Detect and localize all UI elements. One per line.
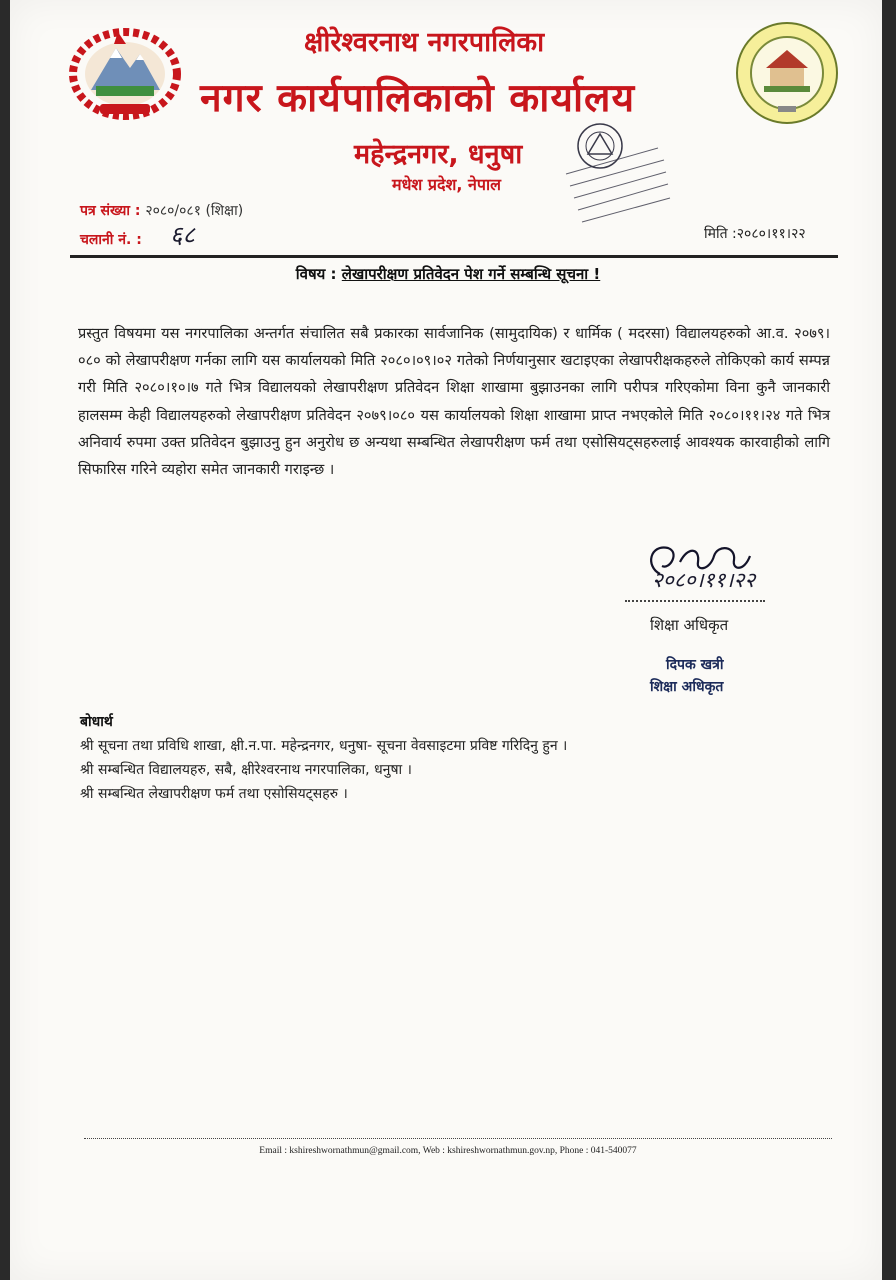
- signatory-title: शिक्षा अधिकृत: [650, 616, 729, 634]
- stamp-title: शिक्षा अधिकृत: [650, 679, 724, 695]
- footer-divider: [84, 1138, 832, 1139]
- letter-number: [80, 201, 243, 220]
- nepal-emblem-icon: [66, 24, 184, 120]
- subject-label: विषय :: [295, 265, 337, 283]
- letter-date: [704, 224, 806, 243]
- stamp-name: दिपक खत्री: [666, 657, 724, 673]
- cc-item: श्री सम्बन्धित विद्यालयहरु, सबै, क्षीरेश्वरनाथ नगरपालिका, धनुषा ।: [80, 762, 412, 778]
- subject-text: लेखापरीक्षण प्रतिवेदन पेश गर्ने सम्बन्धि सूचना !: [341, 265, 601, 283]
- dispatch-number-label: चलानी नं. :: [80, 232, 142, 248]
- header-divider: [70, 255, 838, 258]
- cc-heading: बोधार्थ: [80, 714, 113, 730]
- letter-number-value: २०८०/०८१ (शिक्षा): [145, 203, 244, 219]
- municipality-name: क्षीरेश्वरनाथ नगरपालिका: [304, 27, 545, 58]
- office-stamp-icon: [548, 118, 678, 240]
- cc-item: श्री सूचना तथा प्रविधि शाखा, क्षी.न.पा. महेन्द्रनगर, धनुषा- सूचना वेवसाइटमा प्रविष्ट गरिदिनु हुन ।: [80, 738, 568, 754]
- signature-date: २०८०।११।२२: [652, 568, 756, 592]
- subject-line: [0, 264, 896, 284]
- dispatch-number-value: ६८: [170, 221, 195, 249]
- signature-line: [625, 600, 765, 602]
- municipality-seal-icon: [734, 20, 840, 126]
- office-location: महेन्द्रनगर, धनुषा: [354, 139, 523, 170]
- date-label: मिति :: [704, 226, 737, 242]
- cc-item: श्री सम्बन्धित लेखापरीक्षण फर्म तथा एसोसियट्सहरु ।: [80, 786, 348, 802]
- letter-number-label: पत्र संख्या :: [80, 203, 141, 219]
- footer-contact: Email : kshireshwornathmun@gmail.com, Web : kshireshwornathmun.gov.np, Phone : 041-540077: [259, 1146, 637, 1156]
- office-name: नगर कार्यपालिकाको कार्यालय: [200, 76, 636, 121]
- dispatch-number: [80, 230, 142, 249]
- body-paragraph: प्रस्तुत विषयमा यस नगरपालिका अन्तर्गत संचालित सबै प्रकारका सार्वजानिक (सामुदायिक) र धार्मिक ( मदरसा) विद्यालयहरुको आ.व. २०७९।०८० को लेखापरीक्षण गर्नका लागि यस कार्यालयको मिति २०८०।०९।०२ गतेको निर्णयानुसार खटाइएका लेखापरीक्षकहरुले तोकिएको कार्य सम्पन्न गरी मिति २०८०।१०।७ गते भित्र विद्यालयको लेखापरीक्षण प्रतिवेदन शिक्षा शाखामा बुझाउनका लागि परीपत्र गरिएकोमा विना कुनै जानकारी हालसम्म केही विद्यालयहरुको लेखापरीक्षण प्रतिवेदन २०७९।०८० यस कार्यालयको शिक्षा शाखामा प्राप्त नभएकोले मिति २०८०।११।२४ गते भित्र अनिवार्य रुपमा उक्त प्रतिवेदन बुझाउनु हुन अनुरोध छ अन्यथा सम्बन्धित लेखापरीक्षण फर्म तथा एसोसियट्सहरुलाई आवश्यक कारवाहीको लागि सिफारिस गरिने व्यहोरा समेत जानकारी गराइन्छ ।: [78, 325, 831, 479]
- office-province: मधेश प्रदेश, नेपाल: [392, 175, 501, 194]
- date-value: २०८०।११।२२: [736, 226, 806, 242]
